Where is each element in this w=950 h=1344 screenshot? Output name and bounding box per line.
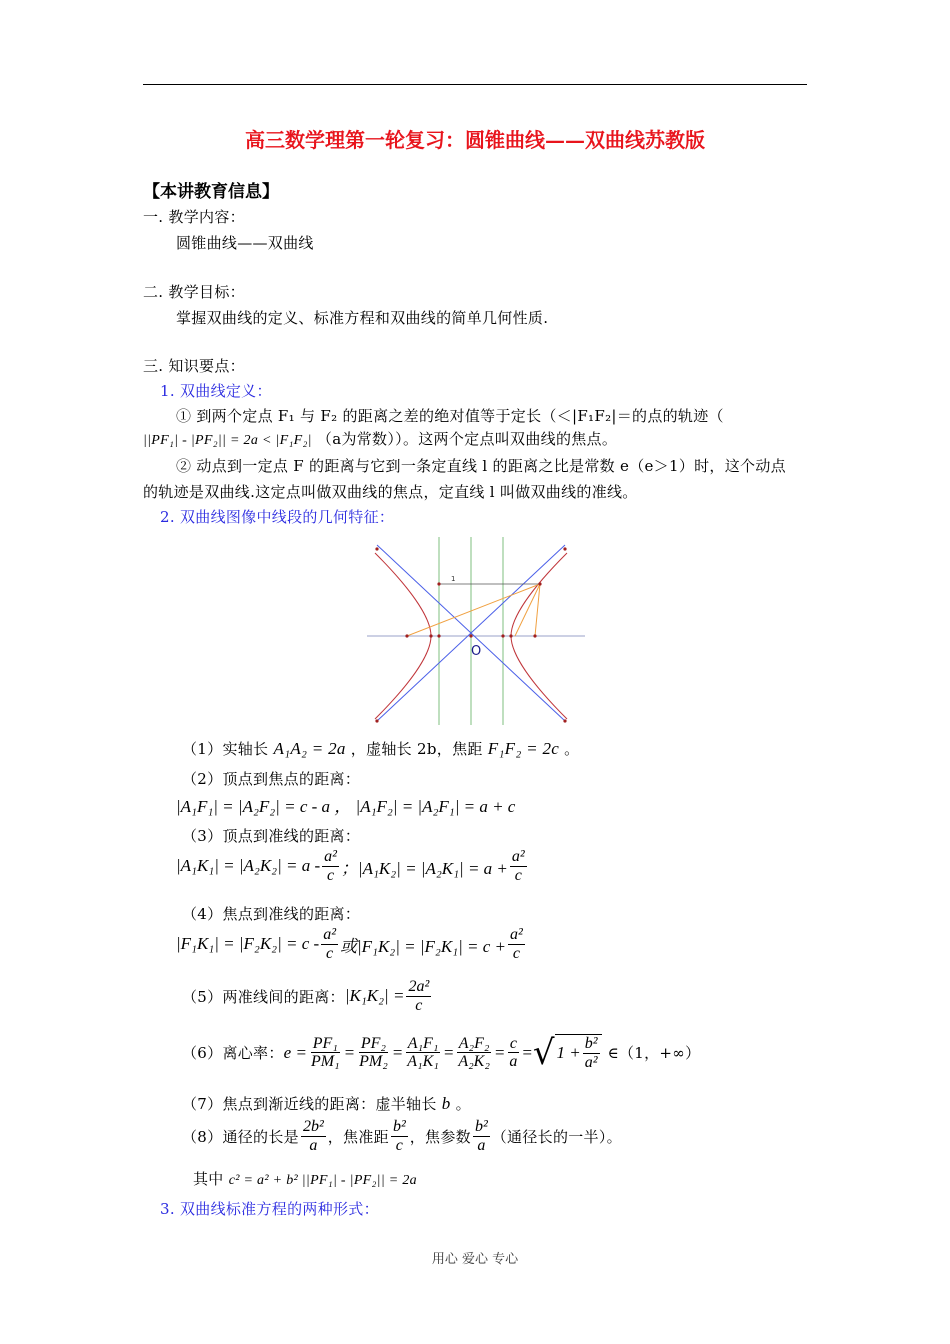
directrix-point-left	[437, 634, 440, 637]
item-1-end: 。	[564, 740, 580, 758]
item-5	[182, 978, 433, 1014]
item-6-frac-4: $\frac{\text{A₂F₂}}{\text{A₂K₂}}$	[458, 1034, 490, 1071]
s1-text: 圆锥曲线——双曲线	[176, 234, 314, 252]
page-footer: 用心 爱心 专心	[431, 1252, 519, 1267]
item-1-label: （1）实轴长	[182, 740, 269, 758]
item-2-label: （2）顶点到焦点的距离：	[182, 770, 361, 788]
item-4-frac-2: $\frac{\text{a²}}{c}$	[509, 926, 523, 962]
focus-right	[533, 634, 536, 637]
s3-label: 三. 知识要点：	[143, 357, 245, 375]
sub-heading-2: 2. 双曲线图像中线段的几何特征：	[160, 508, 395, 526]
item-6-sqrt: √ 1 + $\frac{\text{b²}}{\text{a²}}$	[533, 1034, 602, 1071]
segment-label: 1	[451, 575, 456, 583]
header-rule	[143, 84, 807, 85]
item-8-frac-2: $\frac{\text{b²}}{c}$	[392, 1118, 406, 1154]
item-7-end: 。	[455, 1095, 471, 1113]
sub-heading-1: 1. 双曲线定义：	[160, 382, 272, 400]
item-1-formula-2: F₁F₂ = 2c	[487, 739, 560, 758]
end-point-4	[563, 719, 566, 722]
item-8-end: （通径长的一半）。	[491, 1127, 622, 1146]
origin-label: O	[471, 644, 482, 659]
item-3-frac-1: $\frac{\text{a²}}{c}$	[324, 848, 337, 884]
item-8-label: （8）通径的长是	[182, 1127, 299, 1146]
hyperbola-figure	[365, 535, 587, 727]
item-6-label: （6）离心率：	[182, 1044, 284, 1063]
where-formula: c² = a² + b² ||PF₁| - |PF₂|| = 2a	[228, 1173, 417, 1188]
item-4-left: |F₁K₁| = |F₂K₂| = c -	[176, 934, 320, 954]
item-1-formula-1: A₁A₂ = 2a	[273, 739, 346, 758]
definition-2-line-2: 的轨迹是双曲线.这定点叫做双曲线的焦点，定直线 l 叫做双曲线的准线。	[143, 483, 638, 501]
item-3-left: |A₁K₁| = |A₂K₂| = a -	[176, 856, 321, 876]
item-3-formula	[176, 848, 529, 884]
item-4-frac-1: $\frac{\text{a²}}{c}$	[323, 926, 336, 962]
s2-label: 二. 教学目标：	[143, 283, 245, 301]
item-4-formula	[176, 926, 527, 962]
point-p	[538, 582, 541, 585]
item-1-mid: ，虚轴长 2b，焦距	[350, 740, 483, 758]
item-6-frac-3: $\frac{\text{A₁F₁}}{\text{A₁K₁}}$	[407, 1034, 439, 1071]
focus-left	[405, 634, 408, 637]
item-8-frac-1: $\frac{\text{2b²}}{a}$	[302, 1118, 324, 1154]
item-4-mid: 或|F₁K₂| = |F₂K₁| = c +	[339, 936, 506, 956]
item-7	[182, 1093, 471, 1114]
item-6-e: e =	[283, 1042, 307, 1062]
item-6-frac-6: $\frac{\text{b²}}{\text{a²}}$	[584, 1035, 598, 1071]
vertex-right	[509, 634, 512, 637]
sub-heading-3: 3. 双曲线标准方程的两种形式：	[160, 1200, 379, 1218]
item-6-frac-2: $\frac{\text{PF₂}}{\text{PM₂}}$	[359, 1034, 388, 1071]
item-8	[182, 1118, 622, 1154]
end-point-3	[375, 719, 378, 722]
s2-text: 掌握双曲线的定义、标准方程和双曲线的简单几何性质.	[176, 309, 549, 327]
definition-1-line-2	[143, 428, 617, 449]
end-point-2	[563, 547, 566, 550]
definition-1-line-1: ① 到两个定点 F₁ 与 F₂ 的距离之差的绝对值等于定长（＜|F₁F₂|＝的点的轨迹（	[176, 407, 724, 425]
item-3-mid: ；|A₁K₂| = |A₂K₁| = a +	[340, 858, 508, 878]
item-4-label: （4）焦点到准线的距离：	[182, 905, 361, 923]
item-8-mid-1: ，焦准距	[327, 1127, 389, 1146]
definition-1-formula: ||PF₁| - |PF₂|| = 2a < |F₁F₂|	[143, 433, 312, 448]
definition-2-line-1: ② 动点到一定点 F 的距离与它到一条定直线 l 的距离之比是常数 e（e＞1）时，这个动点	[176, 457, 786, 475]
item-5-frac: $\frac{\text{2a²}}{c}$	[408, 978, 430, 1014]
item-3-frac-2: $\frac{\text{a²}}{c}$	[511, 848, 525, 884]
origin-point	[469, 634, 472, 637]
section-heading: 【本讲教育信息】	[143, 182, 279, 202]
page-title: 高三数学理第一轮复习：圆锥曲线——双曲线苏教版	[245, 128, 705, 152]
item-8-mid-2: ，焦参数	[409, 1127, 471, 1146]
item-7-text: （7）焦点到渐近线的距离：虚半轴长	[182, 1095, 437, 1113]
item-6-frac-1: $\frac{\text{PF₁}}{\text{PM₁}}$	[310, 1034, 340, 1071]
where-label: 其中	[193, 1170, 224, 1188]
definition-1-tail: （a为常数））。这两个定点叫双曲线的焦点。	[316, 430, 618, 448]
item-3-label: （3）顶点到准线的距离：	[182, 827, 361, 845]
item-6-range: ∈（1，+∞）	[607, 1044, 701, 1063]
vertex-left	[429, 634, 432, 637]
item-5-left: |K₁K₂| =	[344, 986, 405, 1006]
where-line	[193, 1168, 417, 1189]
point-m	[437, 582, 440, 585]
end-point-1	[375, 547, 378, 550]
item-5-label: （5）两准线间的距离：	[182, 987, 345, 1006]
item-2-formula: |A₁F₁| = |A₂F₂| = c - a ， |A₁F₂| = |A₂F₁| = a + c	[176, 797, 516, 816]
item-6-frac-5: $\frac{c}{a}$	[509, 1034, 518, 1071]
item-8-frac-3: $\frac{\text{b²}}{a}$	[474, 1118, 488, 1154]
directrix-point-right	[501, 634, 504, 637]
item-1	[182, 738, 579, 759]
item-6: （6）离心率： e = $\frac{\text{PF₁}}{\text{PM₁}}$ = $\frac{\text{PF₂}}{\text{PM₂}}$ = $\frac{\text{A₁F₁}}{\text{A₁K₁}}$ = $\frac{\text{A₂F₂}}{\text{A₂K₂}}$ = $\frac{c}{a}$ = √ 1 + $\frac{\text{b²}}{\text{a²}}$ ∈（1，+∞）	[182, 1032, 701, 1073]
s1-label: 一. 教学内容：	[143, 208, 245, 226]
item-7-b: b	[441, 1094, 451, 1113]
